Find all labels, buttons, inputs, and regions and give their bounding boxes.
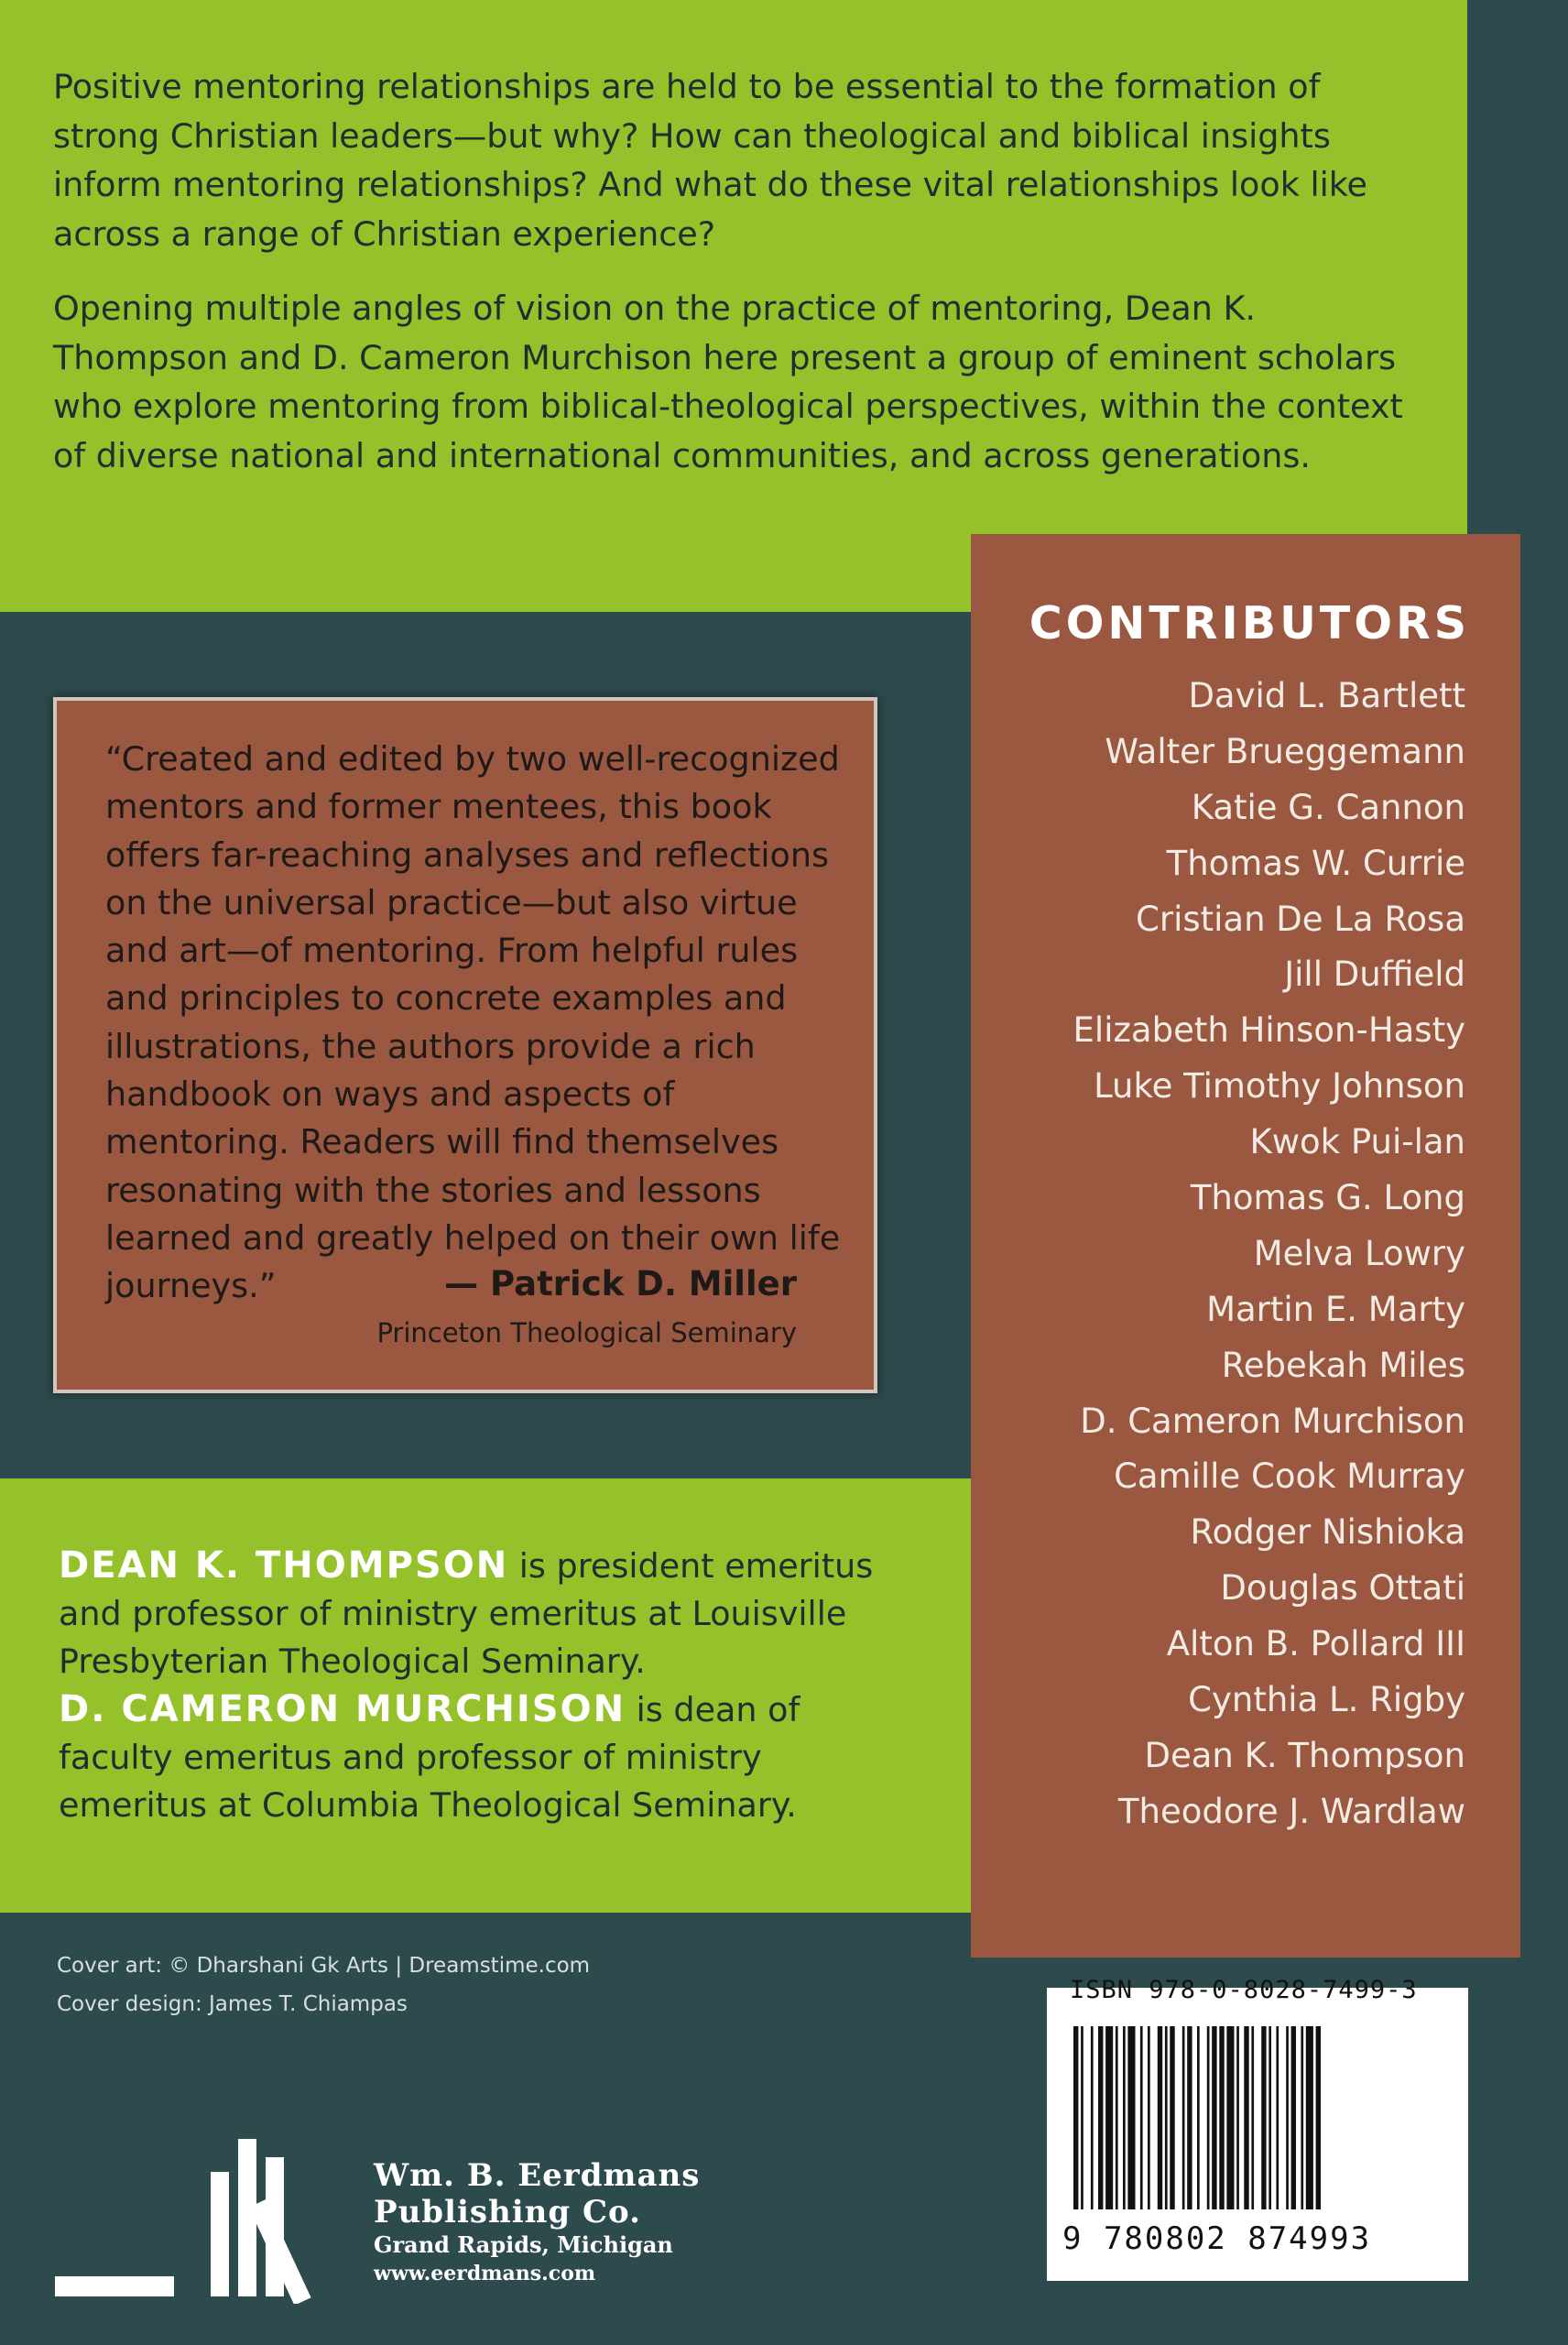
barcode-digits: 9 780802 874993 <box>1062 2220 1372 2257</box>
intro-paragraph-2: Opening multiple angles of vision on the practice of mentoring, Dean K. Thompson and D. Cameron Murchison here present a group of eminent scholars who explore mentoring from biblical-theological perspectives, within the context of diverse national and international communities, and across generations. <box>53 289 1403 475</box>
contributor-name: Rodger Nishioka <box>1190 1512 1465 1553</box>
publisher-city: Grand Rapids, Michigan <box>374 2231 673 2258</box>
contributor-name: Katie G. Cannon <box>1191 787 1465 827</box>
contributor-name: Rebekah Miles <box>1221 1345 1465 1385</box>
endorsement-quote: “Created and edited by two well-recognized mentors and former mentees, this book offers far-reaching analyses and reflections on the universal practice—but also virtue and art—of mentoring. From helpful rules and principles to concrete examples and illustrations, the authors provide a rich handbook on ways and aspects of mentoring. Readers will find themselves resonating with the stories and lessons learned and greatly helped on their own life journeys.” <box>105 739 841 1306</box>
contributors-list <box>980 669 1465 1840</box>
contributor-name: Kwok Pui-lan <box>1249 1122 1465 1162</box>
author-bios <box>59 1542 883 1829</box>
intro-text <box>53 62 1427 506</box>
contributor-name: Dean K. Thompson <box>1144 1735 1465 1775</box>
contributor-name: Luke Timothy Johnson <box>1094 1066 1465 1107</box>
contributor-name: Camille Cook Murray <box>1114 1456 1465 1497</box>
eerdmans-books-logo-icon <box>55 2139 348 2304</box>
contributor-name: Jill Duffield <box>1284 954 1465 995</box>
cover-art-credit: Cover art: © Dharshani Gk Arts | Dreamstime.com <box>57 1954 591 1978</box>
contributors-title: CONTRIBUTORS <box>1029 597 1470 649</box>
publisher-name: Wm. B. Eerdmans <box>374 2157 701 2194</box>
contributor-name: Elizabeth Hinson-Hasty <box>1073 1010 1465 1051</box>
author-name: DEAN K. THOMPSON <box>59 1544 509 1587</box>
contributor-name: D. Cameron Murchison <box>1080 1401 1465 1441</box>
author-bio-text: is dean of faculty emeritus and professor of ministry emeritus at Columbia Theological Seminary. <box>59 1690 800 1825</box>
endorsement-affiliation: Princeton Theological Seminary <box>376 1317 797 1348</box>
author-bio-2 <box>59 1685 883 1829</box>
publisher-name-line-2: Publishing Co. <box>374 2194 641 2230</box>
author-name: D. CAMERON MURCHISON <box>59 1688 626 1730</box>
cover-credits <box>57 1947 590 2023</box>
intro-paragraph-1: Positive mentoring relationships are held to be essential to the formation of strong Christian leaders—but why? How can theological and biblical insights inform mentoring relationships? And what do these vital relationships look like across a range of Christian experience? <box>53 67 1368 254</box>
publisher-block <box>374 2157 700 2287</box>
contributor-name: Alton B. Pollard III <box>1166 1624 1465 1664</box>
contributor-name: David L. Bartlett <box>1188 676 1465 715</box>
barcode-icon <box>1070 2026 1445 2209</box>
endorsement-author: — Patrick D. Miller <box>444 1264 797 1303</box>
author-bio-text: is president emeritus and professor of ministry emeritus at Louisville Presbyterian Theological Seminary. <box>59 1546 874 1681</box>
contributor-name: Theodore J. Wardlaw <box>1117 1791 1465 1831</box>
contributor-name: Cynthia L. Rigby <box>1188 1680 1465 1720</box>
contributor-name: Thomas W. Currie <box>1166 843 1465 883</box>
isbn-label: ISBN 978-0-8028-7499-3 <box>1070 1976 1418 2004</box>
author-bio-1 <box>59 1542 883 1685</box>
contributor-name: Melva Lowry <box>1253 1233 1465 1273</box>
contributor-name: Cristian De La Rosa <box>1136 899 1465 939</box>
contributor-name: Douglas Ottati <box>1220 1568 1465 1609</box>
publisher-url: www.eerdmans.com <box>374 2262 596 2285</box>
cover-design-credit: Cover design: James T. Chiampas <box>57 1992 408 2016</box>
contributor-name: Thomas G. Long <box>1190 1178 1465 1218</box>
contributor-name: Walter Brueggemann <box>1105 731 1465 771</box>
contributor-name: Martin E. Marty <box>1206 1289 1465 1329</box>
